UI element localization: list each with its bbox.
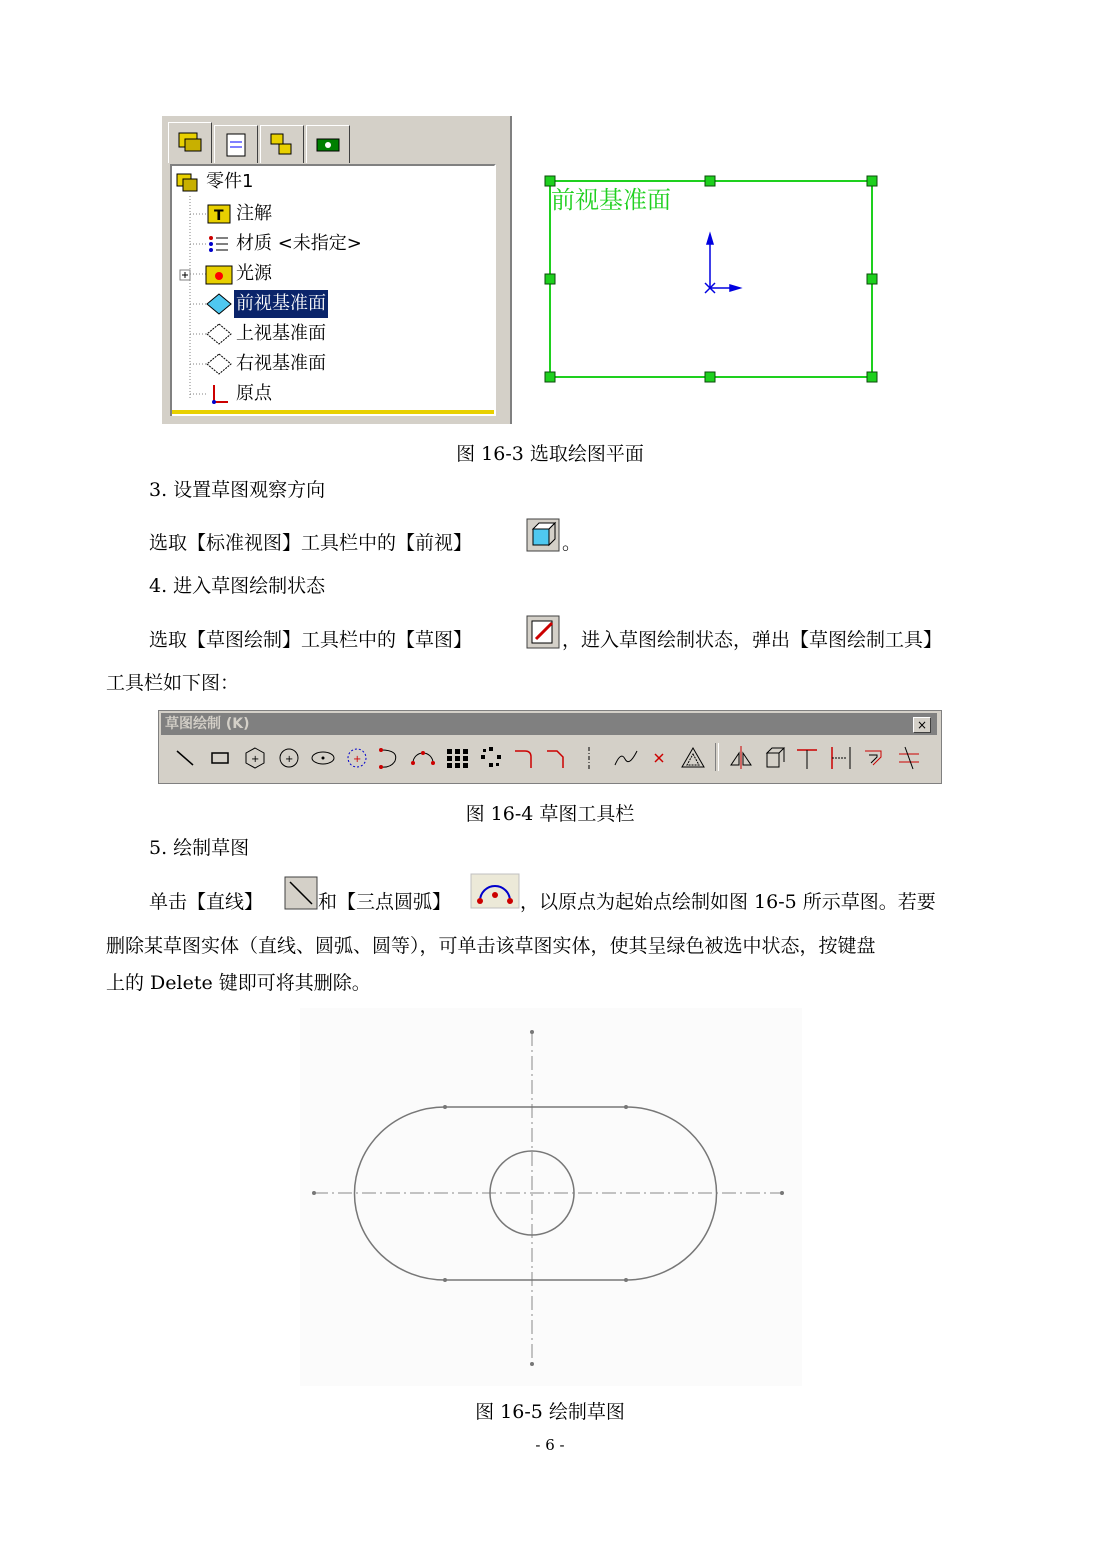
tree-item-label: 材质 <未指定> xyxy=(236,233,362,254)
fillet-icon[interactable] xyxy=(509,741,541,773)
page-number: - 6 - xyxy=(535,1436,565,1454)
svg-text:+: + xyxy=(285,754,294,765)
mirror-icon[interactable] xyxy=(725,741,757,773)
step3-text: 选取【标准视图】工具栏中的【前视】 xyxy=(149,532,473,554)
plane-icon xyxy=(206,292,232,316)
split-curve-icon[interactable] xyxy=(893,741,925,773)
step4-text-c: 工具栏如下图： xyxy=(106,672,240,694)
convert-entities-icon[interactable] xyxy=(759,741,791,773)
sketch-drawing xyxy=(300,1008,802,1386)
annotation-icon xyxy=(206,202,232,226)
step5-text-d: 删除某草图实体（直线、圆弧、圆等），可单击该草图实体，使其呈绿色被选中状态，按键盘 xyxy=(106,935,876,957)
tree-root-label: 零件1 xyxy=(206,171,254,192)
material-icon xyxy=(206,232,232,256)
offset-icon[interactable] xyxy=(859,741,891,773)
rectangle-tool-icon[interactable] xyxy=(203,741,235,773)
line-tool-icon[interactable] xyxy=(169,741,201,773)
extend-icon[interactable] xyxy=(825,741,857,773)
close-button[interactable]: × xyxy=(913,717,931,733)
perimeter-circle-icon[interactable] xyxy=(341,741,373,773)
figure-caption-16-3: 图 16-3 选取绘图平面 xyxy=(456,443,644,465)
tree-item-label: 上视基准面 xyxy=(236,323,326,344)
front-view-icon xyxy=(526,518,560,552)
three-point-arc-icon xyxy=(470,873,520,909)
property-tab[interactable] xyxy=(214,125,258,163)
sketch-icon xyxy=(526,615,560,649)
part-icon xyxy=(169,123,211,160)
plane-icon xyxy=(206,322,232,346)
tree-bottom-bar xyxy=(172,410,494,414)
point-icon[interactable] xyxy=(643,741,675,773)
centerline-icon[interactable] xyxy=(573,741,605,773)
camera-icon xyxy=(307,126,349,163)
chamfer-icon[interactable] xyxy=(541,741,573,773)
svg-text:T: T xyxy=(214,208,224,224)
svg-text:+: + xyxy=(353,754,362,765)
construction-geometry-icon[interactable] xyxy=(677,741,709,773)
step4-text-a: 选取【草图绘制】工具栏中的【草图】 xyxy=(149,629,473,651)
clipboard-icon xyxy=(215,126,257,163)
origin-axes xyxy=(705,234,740,293)
origin-icon xyxy=(206,382,232,406)
plane-icon xyxy=(206,352,232,376)
configuration-icon xyxy=(261,126,303,163)
step3-end: 。 xyxy=(562,532,582,554)
tree-item-label: 原点 xyxy=(236,383,272,404)
sketch-toolbar xyxy=(158,710,942,784)
step4-heading: 4. 进入草图绘制状态 xyxy=(149,575,326,597)
figure-caption-16-4: 图 16-4 草图工具栏 xyxy=(465,803,635,825)
feature-tree xyxy=(170,164,496,416)
tree-item-label: 光源 xyxy=(236,263,272,284)
tree-item-label: 注解 xyxy=(236,203,272,224)
ellipse-tool-icon[interactable] xyxy=(307,741,339,773)
tree-item-label: 右视基准面 xyxy=(236,353,326,374)
toolbar-title: 草图绘制 (K) xyxy=(165,716,250,732)
tree-item-label: 前视基准面 xyxy=(234,290,328,318)
polygon-tool-icon[interactable] xyxy=(239,741,271,773)
trim-icon[interactable] xyxy=(791,741,823,773)
step3-heading: 3. 设置草图观察方向 xyxy=(149,479,326,501)
figure-caption-16-5: 图 16-5 绘制草图 xyxy=(475,1401,625,1423)
configuration-tab[interactable] xyxy=(260,125,304,163)
step5-text-b: 和【三点圆弧】 xyxy=(318,891,452,913)
feature-manager-panel xyxy=(162,116,512,424)
circle-tool-icon[interactable] xyxy=(273,741,305,773)
spline-icon[interactable] xyxy=(609,741,641,773)
toolbar-separator xyxy=(715,743,719,771)
step5-text-a: 单击【直线】 xyxy=(149,891,264,913)
feature-tree-tab[interactable] xyxy=(168,122,212,163)
line-tool-icon xyxy=(284,876,318,910)
circular-pattern-icon[interactable] xyxy=(475,741,507,773)
svg-text:+: + xyxy=(251,754,260,765)
display-tab[interactable] xyxy=(306,125,350,163)
step5-heading: 5. 绘制草图 xyxy=(149,837,250,859)
three-point-arc-icon[interactable] xyxy=(407,741,439,773)
folder-light-icon xyxy=(176,262,236,286)
step5-text-e: 上的 Delete 键即可将其删除。 xyxy=(106,972,371,994)
linear-pattern-icon[interactable] xyxy=(441,741,473,773)
plane-label: 前视基准面 xyxy=(551,186,671,214)
toolbar-title-bar[interactable] xyxy=(161,713,937,735)
tangent-arc-icon[interactable] xyxy=(373,741,405,773)
step4-text-b: ，进入草图绘制状态，弹出【草图绘制工具】 xyxy=(562,629,943,651)
step5-text-c: ，以原点为起始点绘制如图 16-5 所示草图。若要 xyxy=(520,891,936,913)
